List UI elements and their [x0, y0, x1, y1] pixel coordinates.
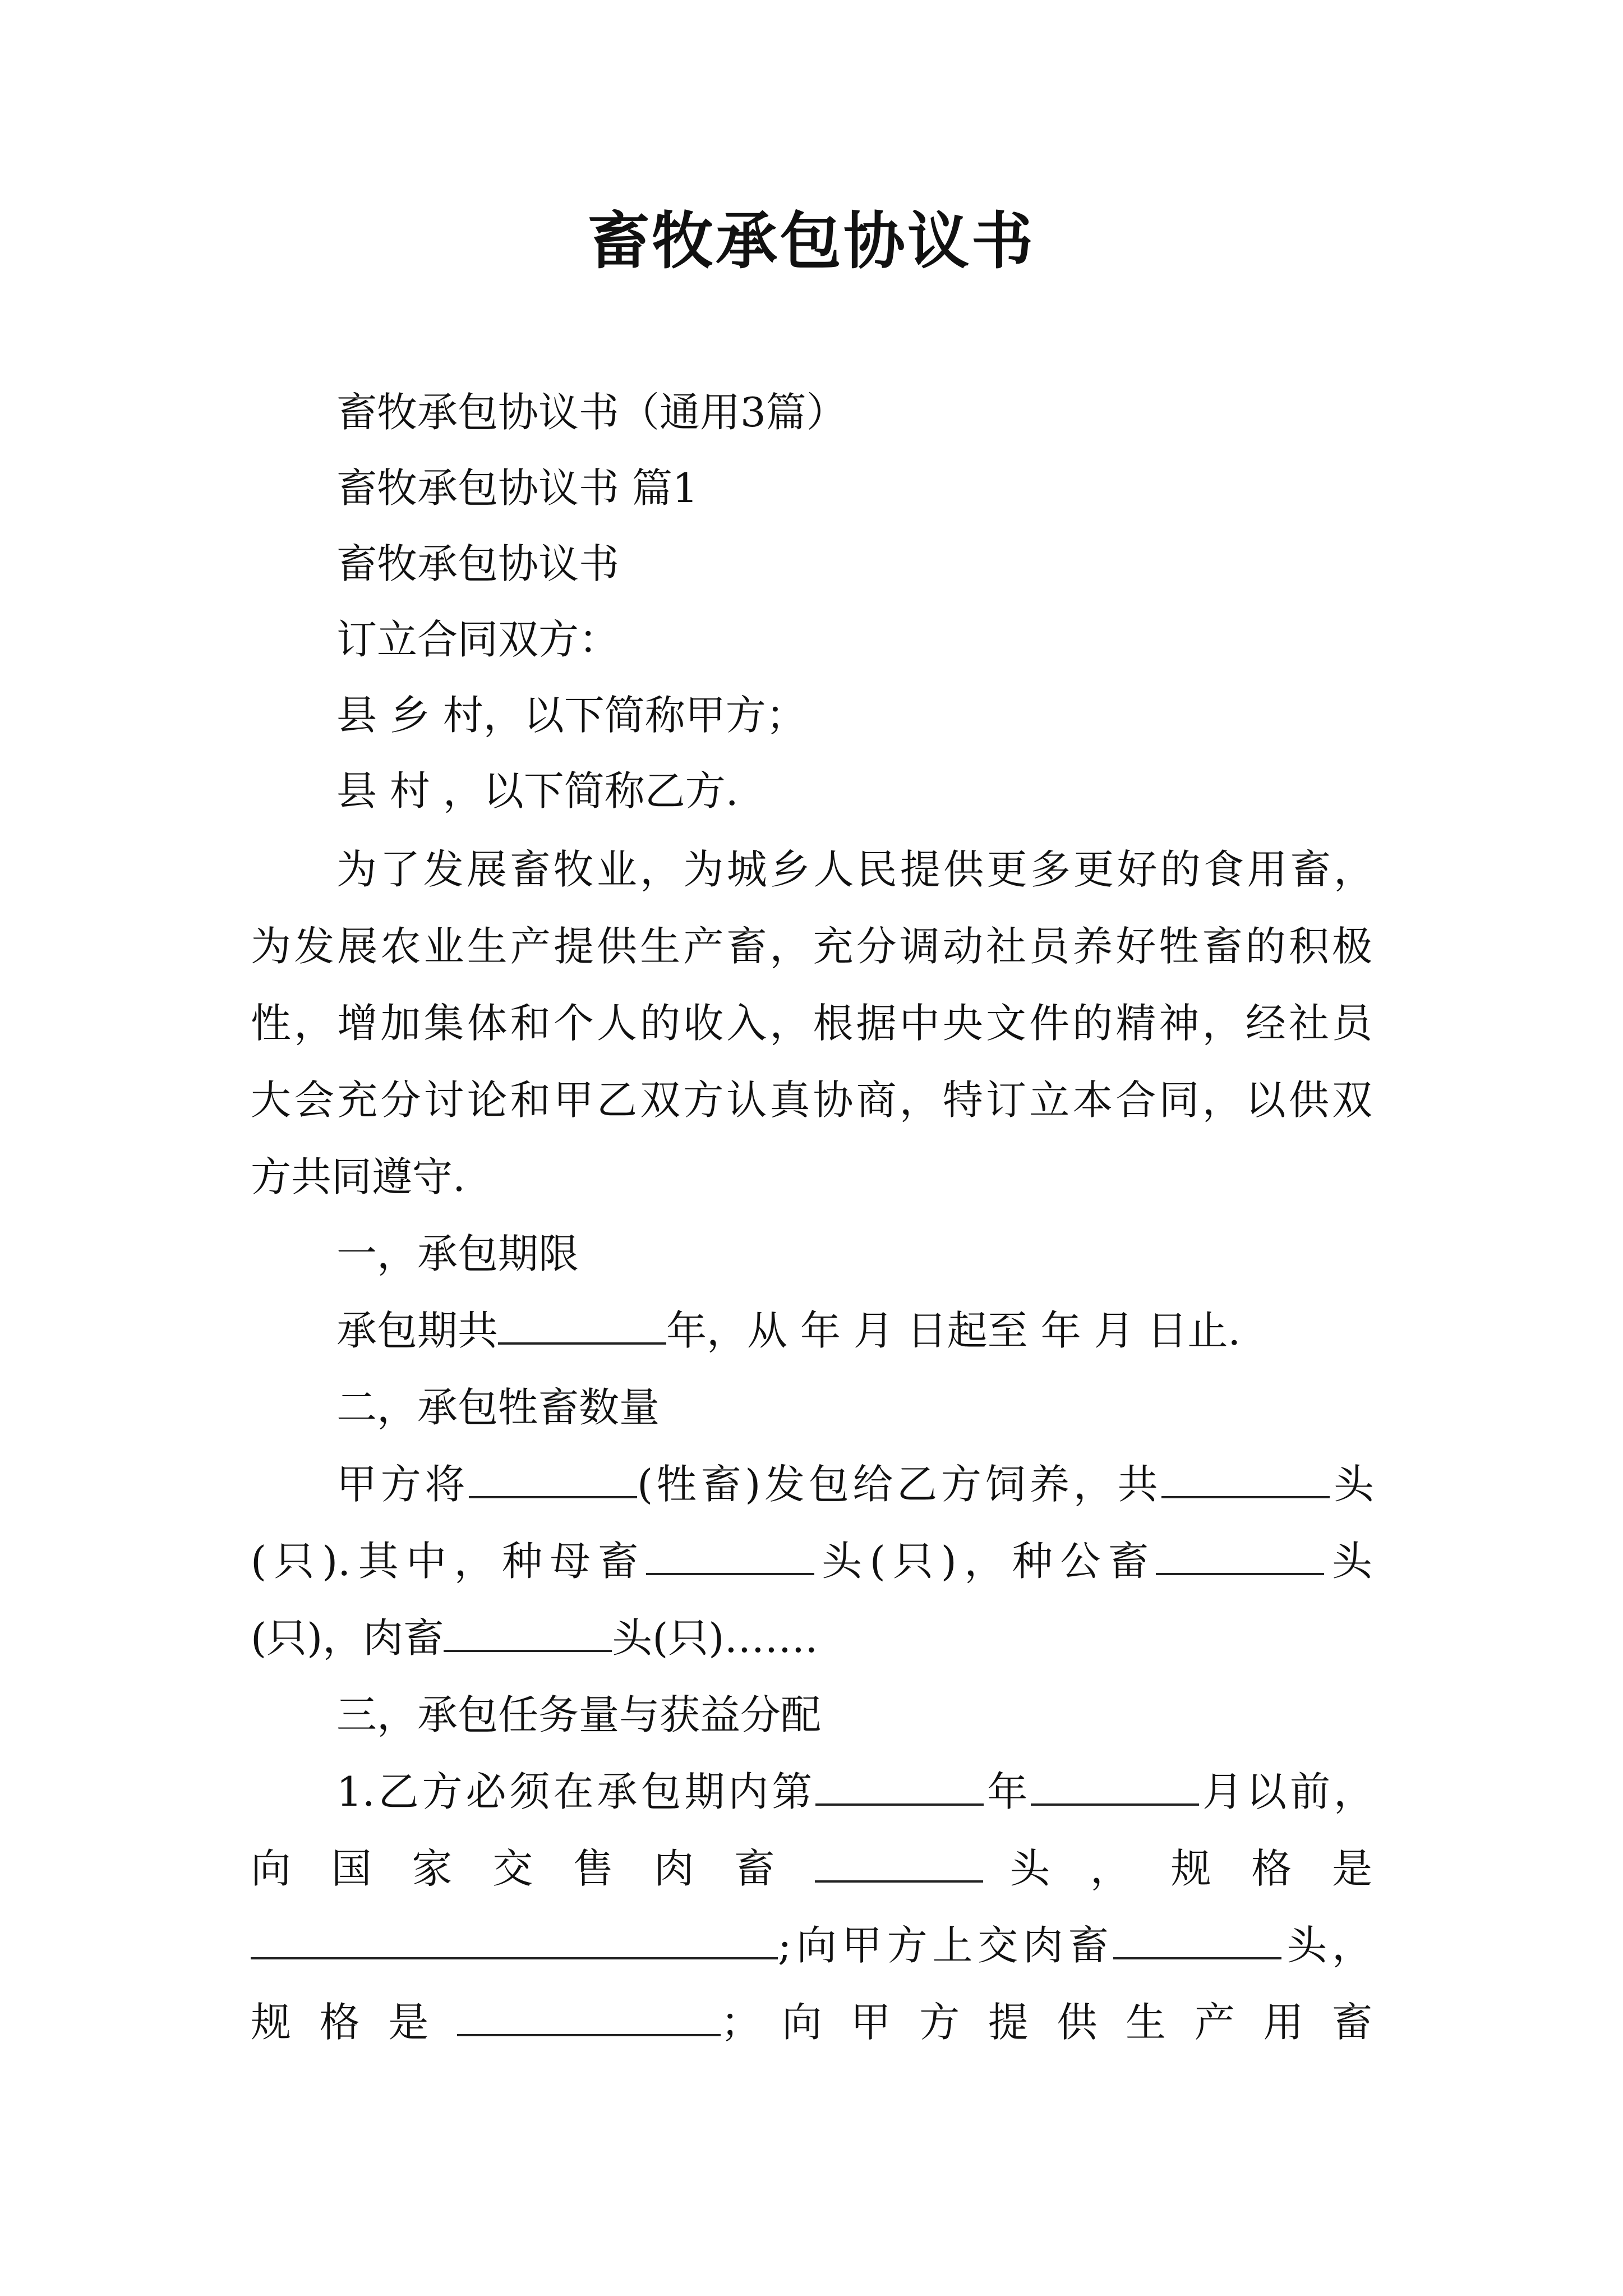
term-dates: 年，从 年 月 日起至 年 月 日止.	[666, 1307, 1241, 1354]
task-text: 月以前，	[1199, 1768, 1374, 1815]
paragraph-line: 方共同遵守.	[251, 1153, 465, 1200]
task-month-blank	[1031, 1764, 1199, 1806]
task-text: 向 国 家 交 售 肉 畜	[251, 1845, 789, 1892]
livestock-line	[336, 1453, 1374, 1515]
section-heading-tasks: 三，承包任务量与获益分配	[336, 1691, 822, 1738]
task-text: 规 格 是	[251, 1999, 437, 2046]
party-b-line: 县 村 ，以下简称乙方.	[336, 767, 739, 815]
livestock-text: 头	[1324, 1538, 1372, 1585]
livestock-text: (只)，肉畜	[251, 1614, 444, 1662]
term-years-blank	[498, 1303, 666, 1345]
task-text: 年	[984, 1768, 1031, 1815]
task-line	[251, 1838, 1372, 1899]
task-text: 头 ， 规 格 是	[1009, 1845, 1372, 1892]
livestock-text: 头	[1330, 1461, 1374, 1508]
task-line	[251, 1991, 1372, 2053]
document-title: 畜牧承包协议书	[588, 205, 1035, 277]
section-heading: 畜牧承包协议书 篇1	[336, 464, 698, 512]
task-text: 头，	[1281, 1922, 1372, 1969]
livestock-text: 甲方将	[336, 1461, 469, 1508]
livestock-line	[251, 1530, 1372, 1592]
party-a-line: 县 乡 村，以下简称甲方；	[336, 692, 806, 739]
livestock-text: (只).其中，种母畜	[251, 1538, 646, 1585]
task-text: 1.乙方必须在承包期内第	[336, 1768, 816, 1815]
paragraph-line: 为发展农业生产提供生产畜，充分调动社员养好牲畜的积极	[251, 923, 1372, 970]
party-a-count-blank	[1113, 1918, 1281, 1959]
section-heading-livestock: 二，承包牲畜数量	[336, 1384, 660, 1431]
state-sale-count-blank	[815, 1841, 983, 1883]
livestock-text: 头(只)，种公畜	[814, 1538, 1156, 1585]
term-label: 承包期共	[336, 1307, 499, 1354]
task-text: ;向甲方上交肉畜	[778, 1922, 1114, 1969]
breeding-female-blank	[646, 1534, 814, 1575]
paragraph-line: 为了发展畜牧业，为城乡人民提供更多更好的食用畜，	[336, 846, 1374, 893]
livestock-line	[251, 1607, 1372, 1669]
subtitle-line: 畜牧承包协议书（通用3篇）	[336, 389, 847, 436]
meat-animal-blank	[444, 1611, 612, 1652]
task-text: ； 向 甲 方 提 供 生 产 用 畜	[720, 1999, 1373, 2046]
task-line	[336, 1761, 1374, 1823]
contract-name: 畜牧承包协议书	[336, 540, 620, 587]
section-heading-term: 一，承包期限	[336, 1230, 579, 1277]
task-year-blank	[815, 1764, 984, 1806]
term-line	[336, 1300, 1374, 1361]
spec-blank-2	[457, 1995, 721, 2036]
livestock-text: (牲畜)发包给乙方饲养，共	[637, 1461, 1162, 1508]
livestock-total-blank	[1161, 1457, 1330, 1498]
livestock-type-blank	[469, 1457, 637, 1498]
livestock-text: 头(只)…….	[612, 1614, 818, 1662]
paragraph-line: 性，增加集体和个人的收入，根据中央文件的精神，经社员	[251, 1000, 1372, 1047]
parties-heading: 订立合同双方：	[336, 616, 620, 663]
spec-blank	[251, 1918, 778, 1959]
breeding-male-blank	[1156, 1534, 1324, 1575]
task-line	[251, 1915, 1372, 1976]
paragraph-line: 大会充分讨论和甲乙双方认真协商，特订立本合同，以供双	[251, 1076, 1372, 1124]
